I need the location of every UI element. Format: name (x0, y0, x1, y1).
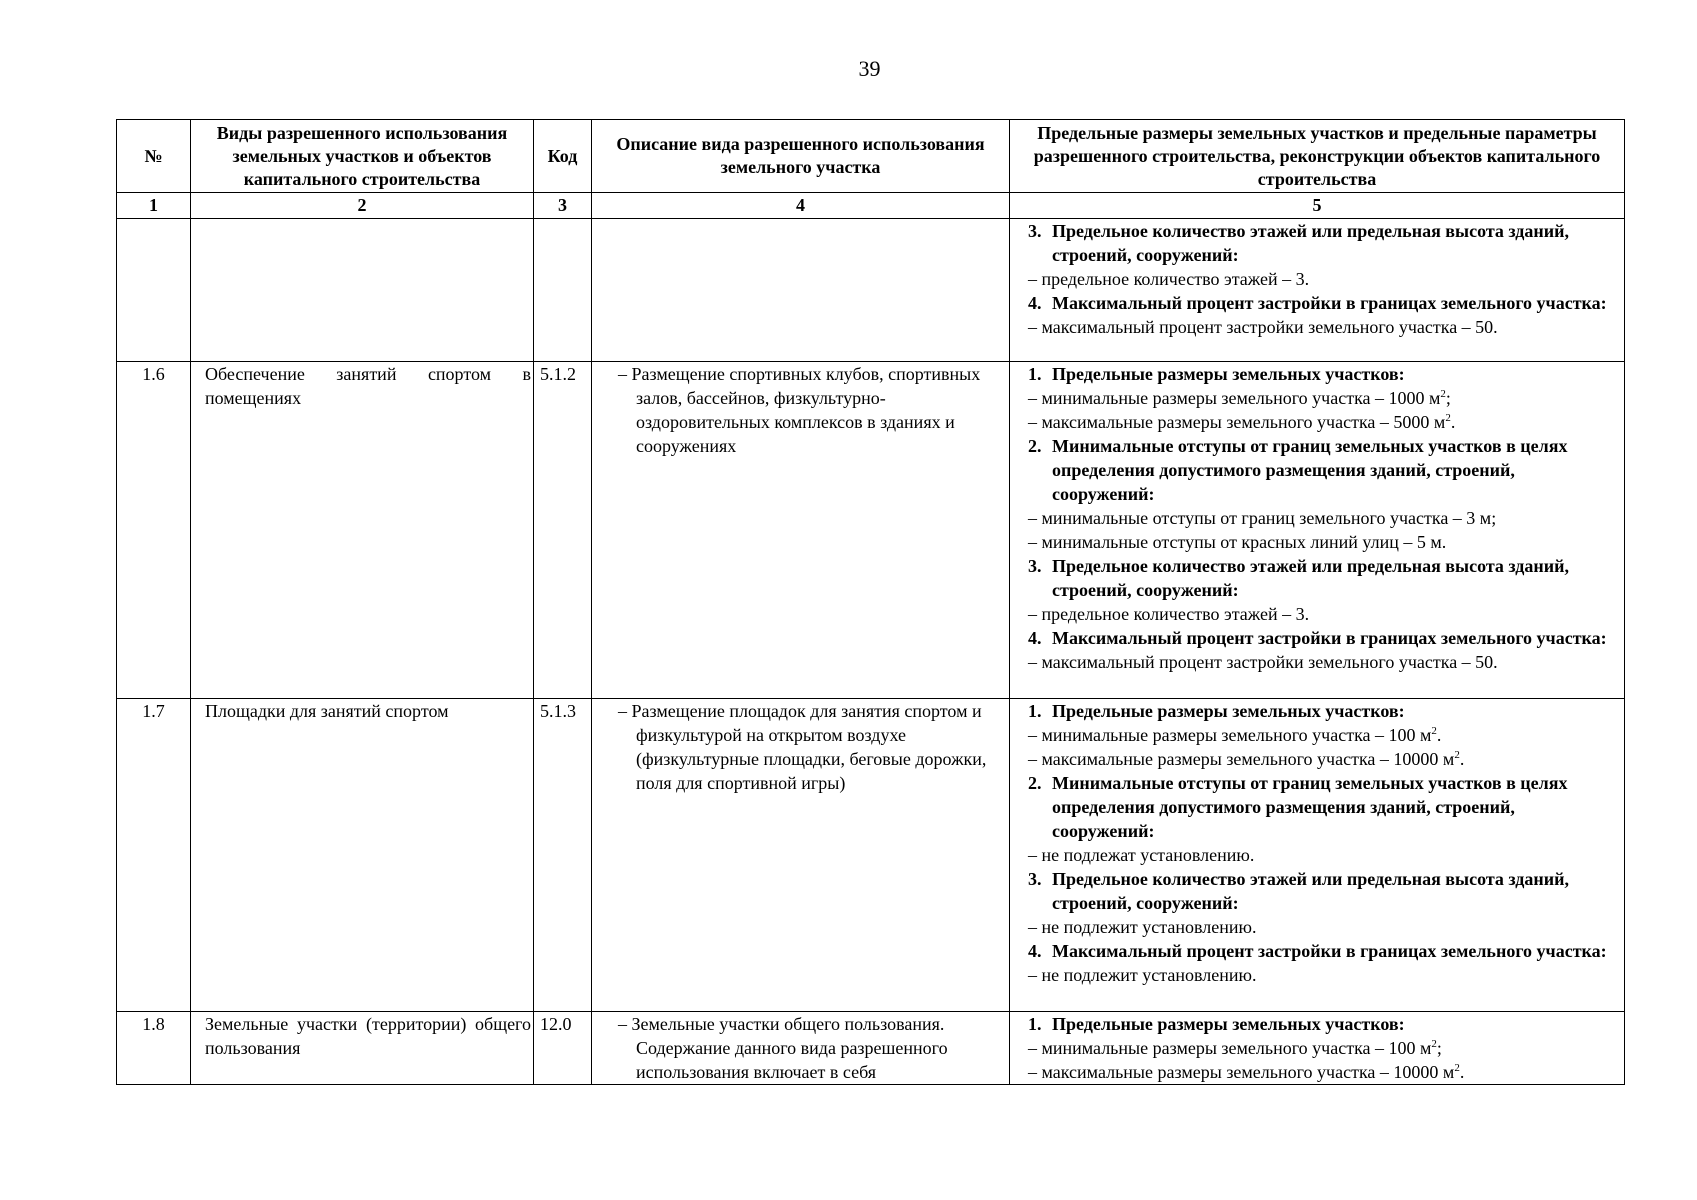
cell-name: Площадки для занятий спортом (191, 699, 534, 1012)
cell-desc (592, 1012, 1010, 1085)
param-item-text: – максимальные размеры земельного участка – 5000 м (1028, 412, 1446, 432)
header-desc: Описание вида разрешенного использования земельного участка (592, 120, 1010, 193)
param-heading-number: 4. (1028, 941, 1042, 961)
param-heading-number: 3. (1028, 221, 1042, 241)
param-heading (1028, 867, 1620, 915)
cell-num (117, 219, 191, 362)
unit-superscript: 2 (1431, 1038, 1437, 1050)
description-text: – Земельные участки общего пользования. Содержание данного вида разрешенного использования включает в себя (618, 1014, 948, 1082)
param-item-text: – минимальные размеры земельного участка – 100 м (1028, 1038, 1432, 1058)
param-heading (1028, 434, 1620, 506)
description-text: – Размещение площадок для занятия спортом и физкультурой на открытом воздухе (физкультурные площадки, беговые дорожки, поля для спортивной игры) (618, 701, 987, 793)
param-heading-text: Предельные размеры земельных участков: (1052, 701, 1405, 721)
param-item-text: – предельное количество этажей – 3. (1028, 604, 1310, 624)
param-item-punctuation: . (1450, 412, 1456, 432)
param-item (1028, 386, 1620, 410)
param-item (1028, 747, 1620, 771)
param-item (1028, 915, 1620, 939)
cell-desc (592, 699, 1010, 1012)
column-number-row (117, 193, 1625, 219)
param-item (1028, 650, 1620, 674)
param-item (1028, 843, 1620, 867)
param-heading-number: 1. (1028, 1014, 1042, 1034)
param-item-text: – не подлежат установлению. (1028, 845, 1255, 865)
header-name: Виды разрешенного использования земельных участков и объектов капитального строительства (191, 120, 534, 193)
table-row (117, 362, 1625, 699)
cell-params (1010, 362, 1625, 699)
param-item (1028, 1060, 1620, 1084)
param-item-text: – минимальные отступы от красных линий улиц – 5 м. (1028, 532, 1447, 552)
param-heading (1028, 699, 1620, 723)
column-number: 2 (191, 193, 534, 219)
cell-num: 1.6 (117, 362, 191, 699)
table-row (117, 699, 1625, 1012)
param-item-text: – предельное количество этажей – 3. (1028, 269, 1310, 289)
param-heading (1028, 771, 1620, 843)
param-heading-text: Предельные размеры земельных участков: (1052, 1014, 1405, 1034)
param-item-text: – максимальный процент застройки земельного участка – 50. (1028, 317, 1498, 337)
param-heading (1028, 939, 1620, 963)
param-heading (1028, 1012, 1620, 1036)
param-heading-text: Максимальный процент застройки в границах земельного участка: (1052, 628, 1607, 648)
param-heading-number: 1. (1028, 364, 1042, 384)
table-header-row (117, 120, 1625, 193)
cell-num: 1.8 (117, 1012, 191, 1085)
param-heading-text: Максимальный процент застройки в границах земельного участка: (1052, 293, 1607, 313)
param-item (1028, 1036, 1620, 1060)
table-row (117, 1012, 1625, 1085)
param-heading-text: Предельные размеры земельных участков: (1052, 364, 1405, 384)
param-heading-number: 4. (1028, 293, 1042, 313)
cell-code: 5.1.3 (534, 699, 592, 1012)
param-heading-text: Минимальные отступы от границ земельных участков в целях определения допустимого размещения зданий, строений, сооружений: (1052, 436, 1568, 504)
cell-name: Обеспечение занятий спортом в помещениях (191, 362, 534, 699)
param-item (1028, 530, 1620, 554)
param-item (1028, 410, 1620, 434)
cell-desc (592, 219, 1010, 362)
unit-superscript: 2 (1440, 388, 1446, 400)
param-item-punctuation: ; (1445, 388, 1451, 408)
cell-num: 1.7 (117, 699, 191, 1012)
param-heading-number: 2. (1028, 773, 1042, 793)
land-use-table (116, 119, 1625, 1085)
column-number: 1 (117, 193, 191, 219)
param-heading-number: 4. (1028, 628, 1042, 648)
param-heading-text: Предельное количество этажей или предельная высота зданий, строений, сооружений: (1052, 221, 1570, 265)
cell-params (1010, 699, 1625, 1012)
unit-superscript: 2 (1445, 412, 1451, 424)
cell-name (191, 219, 534, 362)
param-item-text: – не подлежит установлению. (1028, 917, 1257, 937)
param-heading-number: 3. (1028, 869, 1042, 889)
param-item-text: – минимальные размеры земельного участка – 1000 м (1028, 388, 1441, 408)
param-heading-text: Предельное количество этажей или предельная высота зданий, строений, сооружений: (1052, 556, 1570, 600)
param-heading (1028, 219, 1620, 267)
param-heading-text: Предельное количество этажей или предельная высота зданий, строений, сооружений: (1052, 869, 1570, 913)
param-item-text: – минимальные размеры земельного участка – 100 м (1028, 725, 1432, 745)
column-number: 3 (534, 193, 592, 219)
param-item-text: – не подлежит установлению. (1028, 965, 1257, 985)
unit-superscript: 2 (1454, 1062, 1460, 1074)
param-item (1028, 723, 1620, 747)
param-item (1028, 602, 1620, 626)
unit-superscript: 2 (1454, 749, 1460, 761)
cell-code (534, 219, 592, 362)
param-heading-text: Максимальный процент застройки в границах земельного участка: (1052, 941, 1607, 961)
cell-code: 12.0 (534, 1012, 592, 1085)
description-text: – Размещение спортивных клубов, спортивных залов, бассейнов, физкультурно-оздоровительных комплексов в зданиях и сооружениях (618, 364, 981, 456)
cell-code: 5.1.2 (534, 362, 592, 699)
cell-desc (592, 362, 1010, 699)
param-heading-number: 1. (1028, 701, 1042, 721)
param-item-punctuation: . (1459, 749, 1465, 769)
param-item-text: – максимальные размеры земельного участка – 10000 м (1028, 749, 1455, 769)
header-num: № (117, 120, 191, 193)
param-item (1028, 267, 1620, 291)
param-heading (1028, 291, 1620, 315)
param-heading (1028, 626, 1620, 650)
param-item (1028, 963, 1620, 987)
page-number: 39 (858, 56, 881, 81)
table-row-continuation (117, 219, 1625, 362)
param-item-punctuation: ; (1436, 1038, 1442, 1058)
cell-params (1010, 1012, 1625, 1085)
param-item-punctuation: . (1459, 1062, 1465, 1082)
header-code: Код (534, 120, 592, 193)
param-item (1028, 506, 1620, 530)
column-number: 4 (592, 193, 1010, 219)
param-heading (1028, 362, 1620, 386)
param-item-text: – максимальные размеры земельного участка – 10000 м (1028, 1062, 1455, 1082)
column-number: 5 (1010, 193, 1625, 219)
unit-superscript: 2 (1431, 725, 1437, 737)
header-params: Предельные размеры земельных участков и предельные параметры разрешенного строительства, реконструкции объектов капитального строительства (1010, 120, 1625, 193)
param-item-text: – максимальный процент застройки земельного участка – 50. (1028, 652, 1498, 672)
param-item-text: – минимальные отступы от границ земельного участка – 3 м; (1028, 508, 1497, 528)
param-heading-number: 3. (1028, 556, 1042, 576)
param-item-punctuation: . (1436, 725, 1442, 745)
param-item (1028, 315, 1620, 339)
param-heading (1028, 554, 1620, 602)
cell-params (1010, 219, 1625, 362)
cell-name: Земельные участки (территории) общего пользования (191, 1012, 534, 1085)
param-heading-text: Минимальные отступы от границ земельных участков в целях определения допустимого размещения зданий, строений, сооружений: (1052, 773, 1568, 841)
param-heading-number: 2. (1028, 436, 1042, 456)
